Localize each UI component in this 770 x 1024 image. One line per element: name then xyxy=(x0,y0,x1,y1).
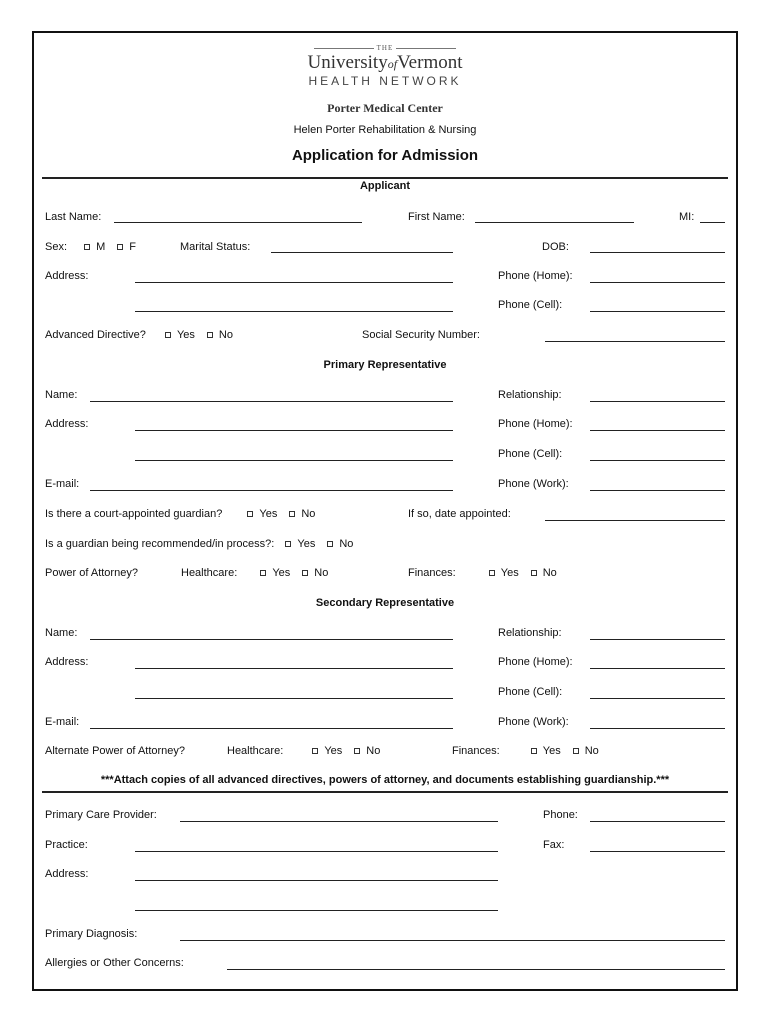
secondary-name-label: Name: xyxy=(45,627,78,639)
fax-label: Fax: xyxy=(543,839,565,851)
primary-phone-cell-label: Phone (Cell): xyxy=(498,448,563,460)
sex-m-label: M xyxy=(96,241,106,253)
guardian-no-checkbox[interactable] xyxy=(289,511,295,517)
primary-name-label: Name: xyxy=(45,389,78,401)
center-name: Porter Medical Center xyxy=(327,101,443,115)
no-label: No xyxy=(584,745,599,757)
primary-rep-heading: Primary Representative xyxy=(323,359,447,371)
no-label: No xyxy=(339,538,354,550)
facility-subtitle: Helen Porter Rehabilitation & Nursing xyxy=(293,124,477,136)
phone-cell-field[interactable] xyxy=(590,311,725,312)
primary-phone-home-label: Phone (Home): xyxy=(498,418,573,430)
primary-address-label: Address: xyxy=(45,418,89,430)
practice-field[interactable] xyxy=(135,851,498,852)
yes-label: Yes xyxy=(297,538,316,550)
poa-finances-row xyxy=(408,567,557,580)
allergies-field[interactable] xyxy=(227,969,725,970)
advanced-directive-row xyxy=(45,329,233,342)
guardian-recommended-row xyxy=(45,538,353,551)
sex-label: Sex: M F xyxy=(45,241,136,253)
date-appointed-field[interactable] xyxy=(545,520,725,521)
mi-field[interactable] xyxy=(700,222,725,223)
address-field-1[interactable] xyxy=(135,282,453,283)
primary-address-field-2[interactable] xyxy=(135,460,453,461)
marital-status-field[interactable] xyxy=(271,252,453,253)
secondary-address-field-2[interactable] xyxy=(135,698,453,699)
no-label: No xyxy=(542,567,557,579)
last-name-field[interactable] xyxy=(114,222,362,223)
page-title: Application for Admission xyxy=(291,147,479,164)
secondary-phone-work-label: Phone (Work): xyxy=(498,716,569,728)
yes-label: Yes xyxy=(272,567,291,579)
alt-poa-healthcare-row xyxy=(227,745,380,758)
dob-label: DOB: xyxy=(542,241,569,253)
sex-f-checkbox[interactable] xyxy=(117,244,123,250)
poa-label: Power of Attorney? xyxy=(45,567,138,579)
no-label: No xyxy=(218,329,233,341)
alt-poa-healthcare-label: Healthcare: xyxy=(227,745,284,757)
diagnosis-label: Primary Diagnosis: xyxy=(45,928,138,940)
secondary-phone-cell-label: Phone (Cell): xyxy=(498,686,563,698)
secondary-relationship-field[interactable] xyxy=(590,639,725,640)
poa-healthcare-no-checkbox[interactable] xyxy=(302,570,308,576)
advanced-directive-no-checkbox[interactable] xyxy=(207,332,213,338)
advanced-directive-yes-checkbox[interactable] xyxy=(165,332,171,338)
applicant-heading: Applicant xyxy=(359,180,411,192)
alt-poa-finances-yes-checkbox[interactable] xyxy=(531,748,537,754)
primary-relationship-label: Relationship: xyxy=(498,389,562,401)
no-label: No xyxy=(314,567,329,579)
secondary-phone-cell-field[interactable] xyxy=(590,698,725,699)
pcp-label: Primary Care Provider: xyxy=(45,809,157,821)
provider-address-field-2[interactable] xyxy=(135,910,498,911)
logo-university-of-vermont: UniversityofVermont xyxy=(307,52,463,73)
poa-healthcare-yes-checkbox[interactable] xyxy=(260,570,266,576)
yes-label: Yes xyxy=(324,745,343,757)
logo-health-network: HEALTH NETWORK xyxy=(308,74,462,88)
secondary-email-label: E-mail: xyxy=(45,716,80,728)
first-name-field[interactable] xyxy=(475,222,634,223)
attach-notice: ***Attach copies of all advanced directives, powers of attorney, and documents establishing guardianship.*** xyxy=(100,774,670,786)
alt-poa-healthcare-yes-checkbox[interactable] xyxy=(312,748,318,754)
diagnosis-field[interactable] xyxy=(180,940,725,941)
secondary-name-field[interactable] xyxy=(90,639,453,640)
dob-field[interactable] xyxy=(590,252,725,253)
guardian-row xyxy=(45,508,315,521)
primary-phone-cell-field[interactable] xyxy=(590,460,725,461)
sex-m-checkbox[interactable] xyxy=(84,244,90,250)
yes-label: Yes xyxy=(500,567,519,579)
no-label: No xyxy=(301,508,316,520)
no-label: No xyxy=(366,745,381,757)
secondary-email-field[interactable] xyxy=(90,728,453,729)
primary-phone-work-label: Phone (Work): xyxy=(498,478,569,490)
pcp-phone-field[interactable] xyxy=(590,821,725,822)
primary-phone-home-field[interactable] xyxy=(590,430,725,431)
ssn-label: Social Security Number: xyxy=(362,329,480,341)
pcp-phone-label: Phone: xyxy=(543,809,578,821)
guardian-recommended-yes-checkbox[interactable] xyxy=(285,541,291,547)
poa-finances-no-checkbox[interactable] xyxy=(531,570,537,576)
guardian-question: Is there a court-appointed guardian? xyxy=(45,508,223,520)
secondary-address-label: Address: xyxy=(45,656,89,668)
logo-the: THE xyxy=(0,44,770,52)
yes-label: Yes xyxy=(542,745,561,757)
ssn-field[interactable] xyxy=(545,341,725,342)
secondary-address-field-1[interactable] xyxy=(135,668,453,669)
poa-finances-label: Finances: xyxy=(408,567,456,579)
address-label: Address: xyxy=(45,270,89,282)
secondary-phone-work-field[interactable] xyxy=(590,728,725,729)
address-field-2[interactable] xyxy=(135,311,453,312)
allergies-label: Allergies or Other Concerns: xyxy=(45,957,184,969)
primary-email-field[interactable] xyxy=(90,490,453,491)
mi-label: MI: xyxy=(679,211,695,223)
first-name-label: First Name: xyxy=(408,211,465,223)
secondary-phone-home-label: Phone (Home): xyxy=(498,656,573,668)
notice-rule xyxy=(42,791,728,793)
advanced-directive-label: Advanced Directive? xyxy=(45,329,146,341)
alt-poa-finances-row xyxy=(452,745,599,758)
guardian-recommended-no-checkbox[interactable] xyxy=(327,541,333,547)
primary-relationship-field[interactable] xyxy=(590,401,725,402)
primary-email-label: E-mail: xyxy=(45,478,80,490)
secondary-relationship-label: Relationship: xyxy=(498,627,562,639)
primary-address-field-1[interactable] xyxy=(135,430,453,431)
poa-finances-yes-checkbox[interactable] xyxy=(489,570,495,576)
primary-name-field[interactable] xyxy=(90,401,453,402)
pcp-field[interactable] xyxy=(180,821,498,822)
guardian-recommended-question: Is a guardian being recommended/in process?: xyxy=(45,538,275,550)
marital-status-label: Marital Status: xyxy=(180,241,251,253)
alt-poa-label: Alternate Power of Attorney? xyxy=(45,745,186,757)
yes-label: Yes xyxy=(259,508,278,520)
date-appointed-label: If so, date appointed: xyxy=(408,508,511,520)
poa-healthcare-row xyxy=(181,567,328,580)
fax-field[interactable] xyxy=(590,851,725,852)
provider-address-label: Address: xyxy=(45,868,89,880)
alt-poa-finances-no-checkbox[interactable] xyxy=(573,748,579,754)
practice-label: Practice: xyxy=(45,839,88,851)
alt-poa-finances-label: Finances: xyxy=(452,745,500,757)
phone-home-label: Phone (Home): xyxy=(498,270,573,282)
sex-f-label: F xyxy=(129,241,136,253)
secondary-rep-heading: Secondary Representative xyxy=(315,597,455,609)
secondary-phone-home-field[interactable] xyxy=(590,668,725,669)
header-rule xyxy=(42,177,728,179)
last-name-label: Last Name: xyxy=(45,211,102,223)
phone-cell-label: Phone (Cell): xyxy=(498,299,563,311)
phone-home-field[interactable] xyxy=(590,282,725,283)
yes-label: Yes xyxy=(176,329,195,341)
provider-address-field-1[interactable] xyxy=(135,880,498,881)
alt-poa-healthcare-no-checkbox[interactable] xyxy=(354,748,360,754)
poa-healthcare-label: Healthcare: xyxy=(181,567,238,579)
primary-phone-work-field[interactable] xyxy=(590,490,725,491)
guardian-yes-checkbox[interactable] xyxy=(247,511,253,517)
